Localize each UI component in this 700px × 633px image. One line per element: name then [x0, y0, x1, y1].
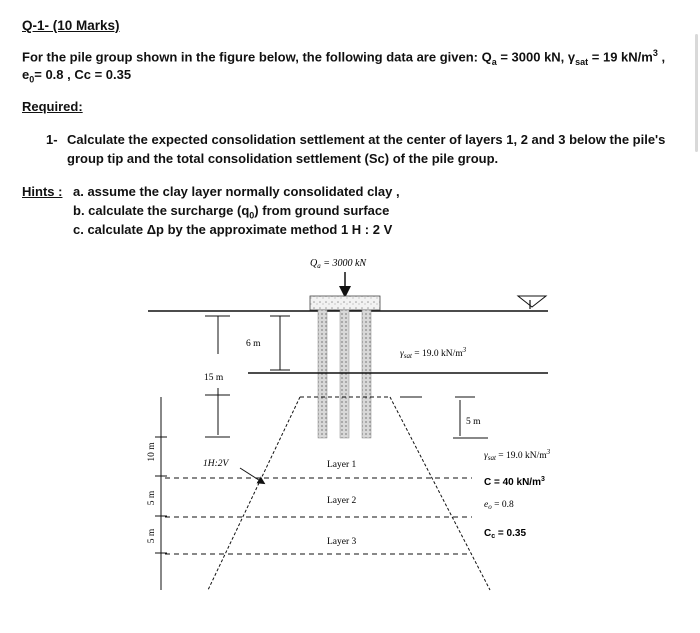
hint-a: a. assume the clay layer normally consolidated clay ,: [73, 184, 400, 199]
hint-b: b. calculate the surcharge $(q_0)$ from ground surface: [73, 203, 390, 221]
spread-line-left: [208, 397, 300, 590]
gamma-top-label: $\gamma_{sat} = 19.0$ $kN/m^3$: [400, 346, 467, 360]
pile: [340, 310, 349, 438]
dim-10m: 10 m: [147, 442, 157, 462]
required-item-line-1: Calculate the expected consolidation settlement at the center of layers 1, 2 and 3 below the pile's: [67, 132, 666, 147]
water-table-icon: [518, 296, 546, 309]
required-item-line-2: group tip and the total consolidation settlement (Sc) of the pile group.: [67, 151, 499, 166]
required-item-number: 1-: [46, 132, 58, 147]
gamma-clay-label: $\gamma_{sat} = 19.0$ $kN/m^3$: [484, 448, 551, 462]
pile: [362, 310, 371, 438]
hints-label: Hints :: [22, 184, 63, 199]
hint-c: c. calculate Δp by the approximate method 1 H : 2 V: [73, 222, 393, 237]
void-ratio-label: $e_o = 0.8$: [484, 500, 514, 511]
layer3-label: Layer 3: [327, 537, 357, 547]
layer2-label: Layer 2: [327, 496, 357, 506]
dim-15m: 15 m: [204, 373, 224, 383]
cohesion-label: C = 40 $kN/m^3$: [484, 476, 545, 488]
dim-6m: 6 m: [246, 339, 261, 349]
slope-arrow: [240, 468, 262, 482]
intro-line-2: $e_0= 0.8$ , Cc = 0.35: [22, 67, 132, 85]
dim-5m-bottom: 5 m: [147, 528, 157, 544]
pile-cap: [310, 296, 380, 310]
slope-label: 1H:2V: [203, 459, 229, 469]
compression-index-label: $C_c = 0.35$: [484, 528, 526, 540]
load-label: $Q_a = 3000$ kN: [310, 258, 367, 270]
required-heading: Required:: [22, 99, 83, 114]
intro-line-1: For the pile group shown in the figure below, the following data are given: $Q_a = 3000$ kN, $\gamma_{sat} = 19$ $kN/m^3$ ,: [22, 48, 666, 67]
question-title: Q-1- (10 Marks): [22, 18, 120, 33]
pile: [318, 310, 327, 438]
layer1-label: Layer 1: [327, 460, 357, 470]
dim-5m-top: 5 m: [147, 490, 157, 506]
dim-5m-right: 5 m: [466, 417, 481, 427]
